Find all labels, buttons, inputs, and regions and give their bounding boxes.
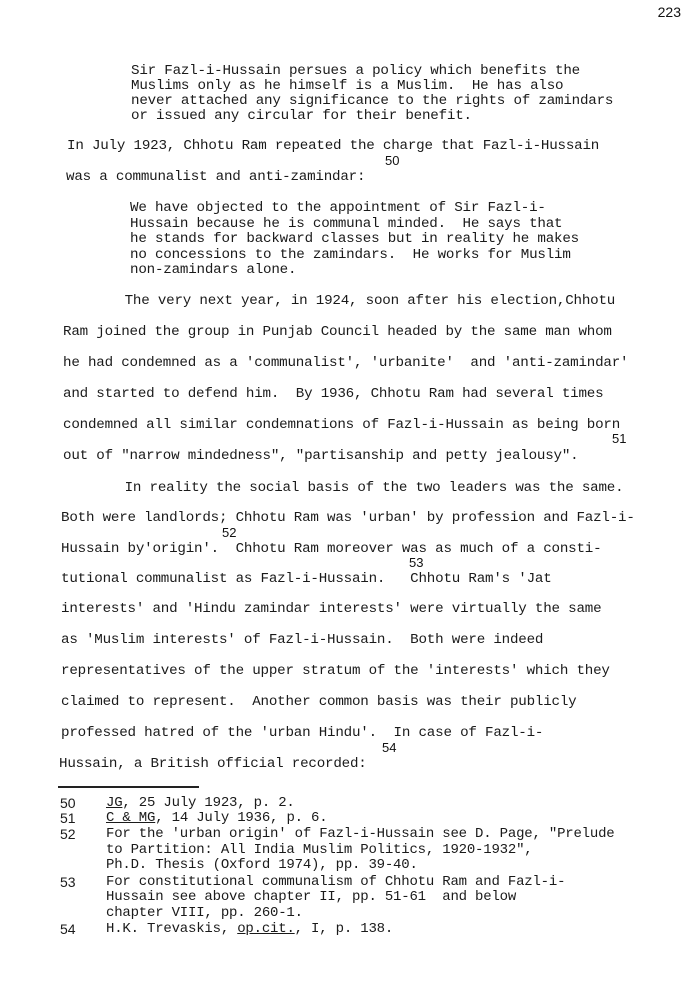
footnote-number: 50 (60, 795, 76, 811)
footnote-number: 54 (60, 921, 76, 937)
footnote-53-line: chapter VIII, pp. 260-1. (106, 905, 303, 921)
text-line: Ram joined the group in Punjab Council headed by the same man whom (63, 324, 612, 340)
footnote-number: 52 (60, 826, 76, 842)
text-line: claimed to represent. Another common basis was their publicly (61, 694, 577, 710)
footnote-52-line: Ph.D. Thesis (Oxford 1974), pp. 39-40. (106, 857, 418, 873)
quote-line: or issued any circular for their benefit. (131, 108, 472, 124)
footnote-ref-53[interactable]: 53 (409, 555, 424, 570)
quote-line: Hussain because he is communal minded. He says that (130, 216, 563, 232)
footnote-52-line: For the 'urban origin' of Fazl-i-Hussain see D. Page, "Prelude (106, 826, 615, 842)
footnote-number: 53 (60, 874, 76, 890)
footnote-source: C & MG (106, 810, 156, 826)
footnote-text: , I, p. 138. (294, 921, 394, 937)
footnote-source: JG (106, 795, 123, 811)
quote-line: Muslims only as he himself is a Muslim. He has also (131, 78, 564, 94)
text-line: The very next year, in 1924, soon after his election,Chhotu (83, 293, 616, 309)
quote-line: he stands for backward classes but in reality he makes (130, 231, 579, 247)
footnote-ref-51[interactable]: 51 (612, 431, 627, 446)
footnote-ref-50[interactable]: 50 (385, 153, 400, 168)
quote-line: We have objected to the appointment of Sir Fazl-i- (130, 200, 546, 216)
text-line: tutional communalist as Fazl-i-Hussain. Chhotu Ram's 'Jat (61, 571, 552, 587)
quote-line: non-zamindars alone. (130, 262, 297, 278)
footnote-text: H.K. Trevaskis, (106, 921, 238, 937)
footnote-ref-54[interactable]: 54 (382, 740, 397, 755)
text-line: Both were landlords; Chhotu Ram was 'urban' by profession and Fazl-i- (61, 510, 635, 526)
text-line: In July 1923, Chhotu Ram repeated the charge that Fazl-i-Hussain (67, 138, 600, 154)
footnote-separator (58, 786, 199, 788)
text-line: professed hatred of the 'urban Hindu'. In case of Fazl-i- (61, 725, 544, 741)
text-line: Hussain, a British official recorded: (59, 756, 367, 772)
text-line: Hussain by'origin'. Chhotu Ram moreover was as much of a consti- (61, 541, 602, 557)
text-line: representatives of the upper stratum of the 'interests' which they (61, 663, 610, 679)
quote-line: never attached any significance to the rights of zamindars (131, 93, 614, 109)
text-line: was a communalist and anti-zamindar: (66, 169, 366, 185)
footnote-number: 51 (60, 810, 76, 826)
text-line: condemned all similar condemnations of Fazl-i-Hussain as being born (63, 417, 621, 433)
text-line: he had condemned as a 'communalist', 'urbanite' and 'anti-zamindar' (63, 355, 629, 371)
footnote-54 (106, 921, 393, 937)
text-line: out of "narrow mindedness", "partisanship and petty jealousy". (63, 448, 579, 464)
quote-line: no concessions to the zamindars. He works for Muslim (130, 247, 571, 263)
text-line: and started to defend him. By 1936, Chhotu Ram had several times (63, 386, 604, 402)
footnote-text: , 25 July 1923, p. 2. (122, 795, 295, 811)
footnote-source: op.cit. (237, 921, 295, 937)
footnote-52-line: to Partition: All India Muslim Politics, 1920-1932", (106, 842, 533, 858)
footnote-50 (106, 795, 295, 811)
footnote-53-line: For constitutional communalism of Chhotu Ram and Fazl-i- (106, 874, 566, 890)
text-line: In reality the social basis of the two leaders was the same. (83, 480, 624, 496)
quote-line: Sir Fazl-i-Hussain persues a policy which benefits the (131, 63, 580, 79)
footnote-51 (106, 810, 327, 826)
footnote-text: , 14 July 1936, p. 6. (155, 810, 328, 826)
text-line: interests' and 'Hindu zamindar interests' were virtually the same (61, 601, 602, 617)
footnote-ref-52[interactable]: 52 (222, 525, 237, 540)
text-line: as 'Muslim interests' of Fazl-i-Hussain. Both were indeed (61, 632, 544, 648)
footnote-53-line: Hussain see above chapter II, pp. 51-61 and below (106, 889, 517, 905)
page-number: 223 (657, 4, 681, 20)
